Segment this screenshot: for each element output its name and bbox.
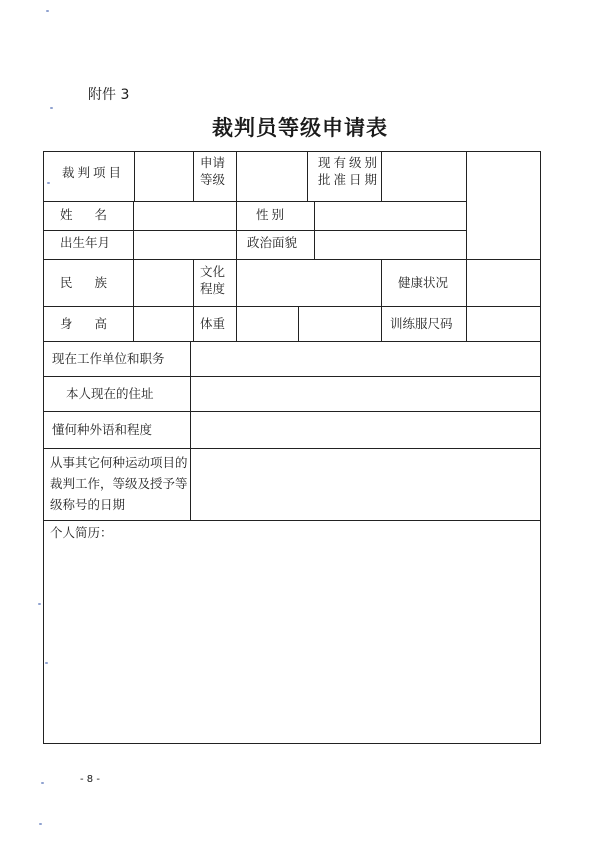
label-referee-project: 裁判项目 (62, 165, 125, 180)
scan-speck (41, 782, 44, 784)
label-political-status: 政治面貌 (247, 235, 298, 250)
label-workplace: 现在工作单位和职务 (52, 351, 165, 366)
label-uniform-size: 训练服尺码 (390, 316, 453, 331)
label-birth-date: 出生年月 (60, 235, 111, 250)
scan-speck (46, 10, 49, 12)
label-ethnicity: 民族 (60, 275, 130, 290)
scan-speck (38, 603, 41, 605)
scan-speck (45, 662, 48, 664)
label-foreign-language: 懂何种外语和程度 (52, 422, 153, 437)
label-resume: 个人简历： (50, 525, 113, 540)
label-applied-level: 申请等级 (200, 155, 226, 187)
label-weight: 体重 (200, 316, 226, 331)
label-gender: 性别 (256, 207, 288, 222)
attachment-label: 附件 3 (88, 87, 130, 103)
scan-speck (50, 107, 53, 109)
label-other-sports: 从事其它何种运动项目的裁判工作，等级及授予等级称号的日期 (50, 455, 188, 512)
label-address: 本人现在的住址 (66, 386, 154, 401)
label-current-level-date: 现有级别批准日期 (318, 155, 381, 187)
label-name: 姓名 (60, 207, 130, 222)
scan-speck (47, 182, 50, 184)
label-height: 身高 (60, 316, 130, 331)
label-health: 健康状况 (398, 275, 449, 290)
page-number: - 8 - (80, 774, 100, 785)
page-title: 裁判员等级申请表 (212, 115, 388, 140)
scan-speck (39, 823, 42, 825)
label-education: 文化程度 (200, 264, 226, 296)
